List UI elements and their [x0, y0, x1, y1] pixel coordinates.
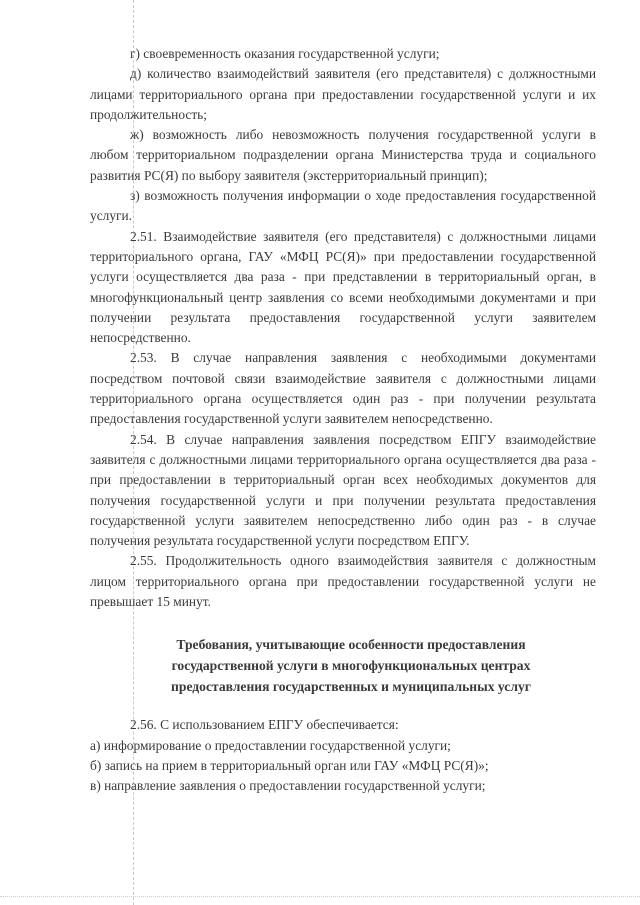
scan-bottom-edge: [0, 896, 640, 897]
section-gap: [90, 612, 596, 634]
paragraph-g: г) своевременность оказания государственной услуги;: [130, 46, 440, 61]
paragraph-z: з) возможность получения информации о ходе предоставления государственной услуги.: [90, 188, 596, 224]
list-item-v: в) направление заявления о предоставлении государственной услуги;: [90, 778, 486, 794]
document-body: [90, 44, 596, 797]
paragraph-d: д) количество взаимодействий заявителя (его представителя) с должностными лицами территориального органа при предоставлении государственной услуги и их продолжительность;: [90, 66, 596, 122]
paragraph-2-53: 2.53. В случае направления заявления с необходимыми документами посредством почтовой связи взаимодействие заявителя с должностными лицами территориального органа осуществляется один раз - при получении результата предоставления государственной услуги заявителем непосредственно.: [90, 350, 596, 427]
heading-line-2: государственной услуги в многофункциональных центрах: [171, 658, 531, 674]
list-item-a: а) информирование о предоставлении государственной услуги;: [90, 737, 451, 753]
paragraph-zh: ж) возможность либо невозможность получения государственной услуги в любом территориальном подразделении органа Министерства труда и социального развития РС(Я) по выбору заявителя (экстерриториальный принцип);: [90, 127, 596, 183]
heading-line-3: предоставления государственных и муниципальных услуг: [171, 679, 531, 695]
paragraph-2-51: 2.51. Взаимодействие заявителя (его представителя) с должностными лицами территориального органа, ГАУ «МФЦ РС(Я)» при предоставлении государственной услуги осуществляется два раза - при представлении в территориальный орган, в многофункциональный центр заявления со всеми необходимыми документами и при получении результата предоставления государственной услуги заявителем непосредственно.: [90, 228, 596, 346]
paragraph-2-54: 2.54. В случае направления заявления посредством ЕПГУ взаимодействие заявителя с должностными лицами территориального органа осуществляется два раза - при предоставлении в территориальный орган всех необходимых документов для получения государственной услуги и при получении результата предоставления государственной услуги заявителем непосредственно либо один раз - в случае получения результата государственной услуги посредством ЕПГУ.: [90, 431, 596, 549]
list-item-b: б) запись на прием в территориальный орган или ГАУ «МФЦ РС(Я)»;: [90, 757, 489, 773]
paragraph-2-55: 2.55. Продолжительность одного взаимодействия заявителя с должностным лицом территориального органа при предоставлении государственной услуги не превышает 15 минут.: [90, 553, 596, 610]
heading-line-1: Требования, учитывающие особенности предоставления: [176, 637, 526, 653]
section-gap: [90, 697, 596, 715]
section-heading: [90, 634, 596, 697]
paragraph-2-56: 2.56. С использованием ЕПГУ обеспечивается:: [130, 717, 399, 733]
